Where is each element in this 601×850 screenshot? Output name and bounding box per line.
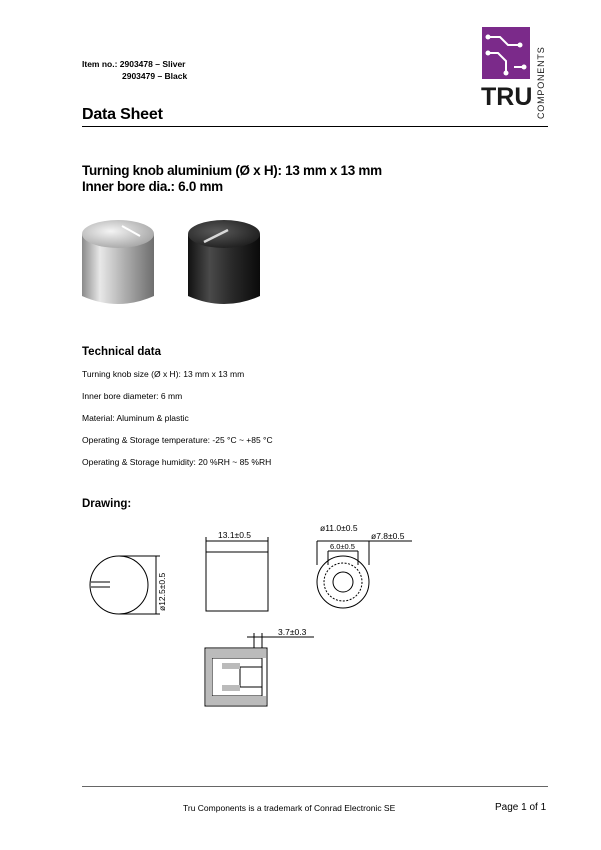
- bottom-view-outer: [317, 556, 369, 608]
- spec-material: Material: Aluminum & plastic: [82, 413, 189, 423]
- footer-divider: [82, 786, 548, 787]
- dim-bore-label: 6.0±0.5: [330, 542, 355, 551]
- spec-bore: Inner bore diameter: 6 mm: [82, 391, 183, 401]
- logo-sub-brand-text: COMPONENTS: [536, 46, 546, 119]
- product-line-1: Turning knob aluminium (Ø x H): 13 mm x 13 mm: [82, 163, 382, 178]
- spec-temperature: Operating & Storage temperature: -25 °C ~ +85 °C: [82, 435, 273, 445]
- black-knob-photo: [184, 212, 264, 312]
- product-line-2: Inner bore dia.: 6.0 mm: [82, 179, 223, 194]
- product-description: [82, 163, 382, 195]
- drawing-heading: Drawing:: [82, 498, 132, 510]
- footer-trademark: Tru Components is a trademark of Conrad Electronic SE: [183, 803, 396, 813]
- top-view-circle: [90, 556, 148, 614]
- logo-brand-text: TRU: [481, 83, 533, 111]
- technical-data-heading: Technical data: [82, 346, 162, 358]
- item-number-line-2: 2903479 – Black: [122, 71, 188, 81]
- spec-humidity: Operating & Storage humidity: 20 %RH ~ 85 %RH: [82, 457, 272, 467]
- item-number-block: [82, 58, 187, 82]
- title-divider: [82, 126, 548, 127]
- dim-outer-label: ø11.0±0.5: [320, 523, 358, 533]
- technical-drawing: [82, 515, 552, 715]
- page-number: Page 1 of 1: [495, 802, 547, 813]
- silver-knob-photo: [78, 212, 158, 312]
- dim-height-label: 13.1±0.5: [218, 530, 252, 540]
- side-view-outline: [206, 552, 268, 611]
- dim-ring-label: ø7.8±0.5: [371, 531, 405, 541]
- spec-size: Turning knob size (Ø x H): 13 mm x 13 mm: [82, 369, 245, 379]
- dim-depth-label: 3.7±0.3: [278, 627, 307, 637]
- page-title: Data Sheet: [82, 106, 163, 123]
- item-number-line-1: Item no.: 2903478 – Sliver: [82, 59, 186, 69]
- dim-diameter-label: ø12.5±0.5: [157, 572, 167, 611]
- tru-components-logo: [480, 27, 548, 121]
